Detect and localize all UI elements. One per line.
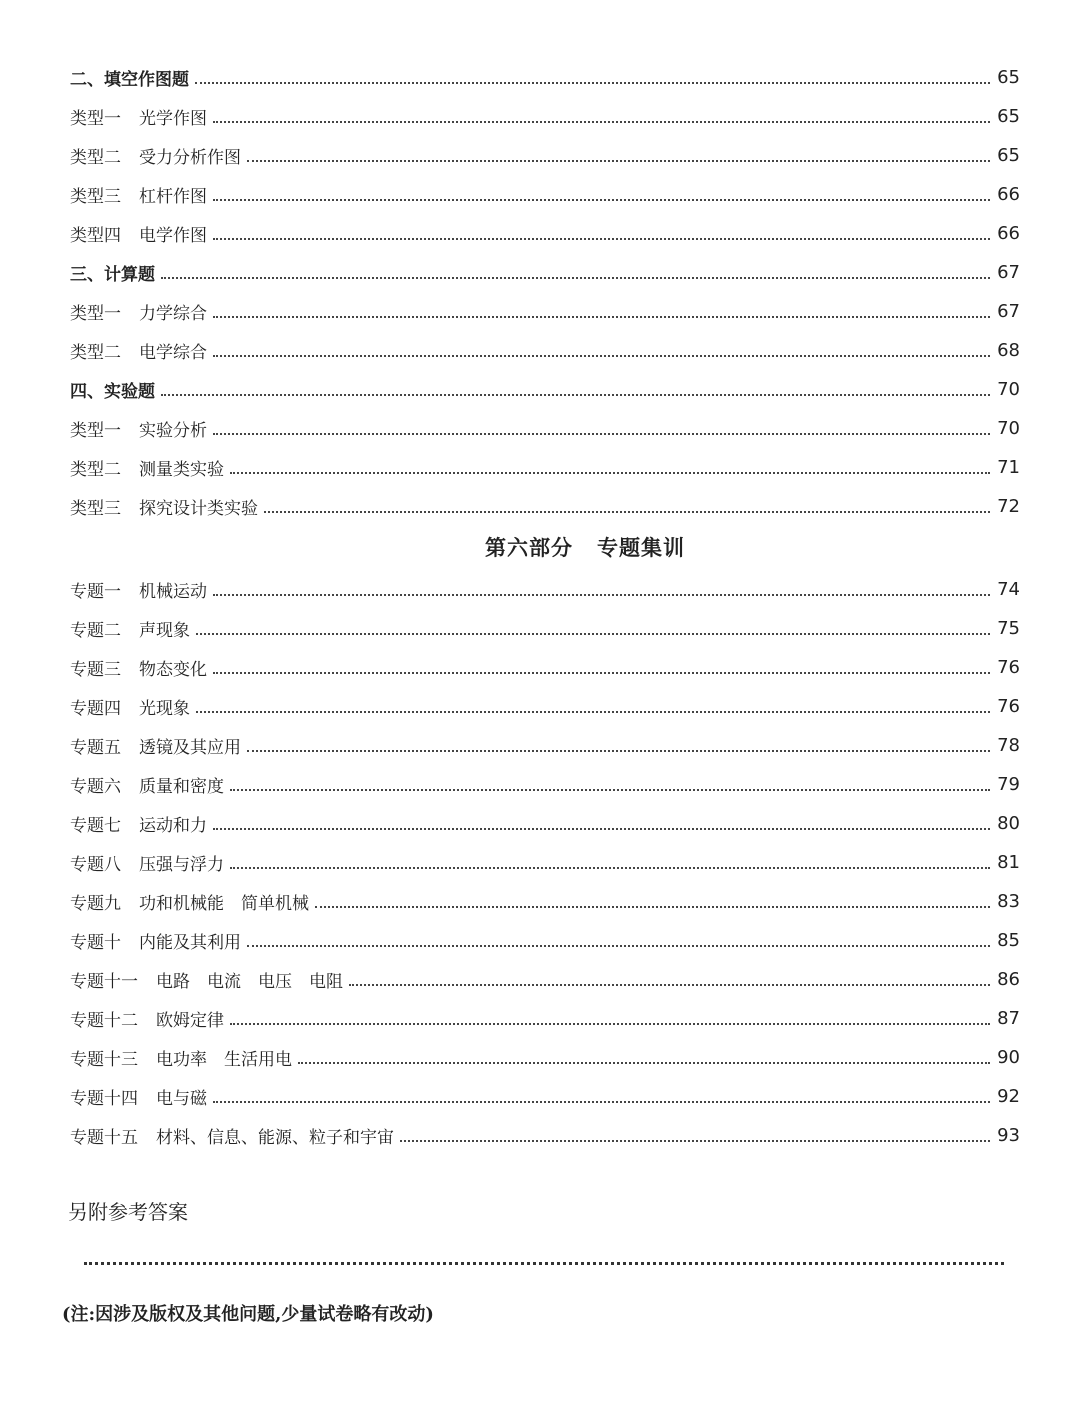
toc-entry-label (70, 811, 207, 836)
toc-entry-row (70, 570, 1020, 609)
toc-entry-row (70, 487, 1020, 526)
toc-entry-row (70, 648, 1020, 687)
toc-entry-number: 专题十二 (70, 1011, 138, 1031)
footnote: (注:因涉及版权及其他问题,少量试卷略有改动) (62, 1304, 434, 1325)
toc-section-row (70, 253, 1020, 292)
appendix-title: 另附参考答案 (68, 1200, 188, 1224)
toc-page-number: 67 (997, 262, 1020, 283)
toc-entry-number: 类型一 (70, 421, 121, 441)
dot-leader (247, 944, 990, 947)
toc-entry-number: 类型一 (70, 109, 121, 129)
toc-page-number: 93 (997, 1125, 1020, 1146)
toc-page-number: 87 (997, 1008, 1020, 1029)
toc-entry-label (70, 1123, 394, 1148)
table-of-contents (70, 58, 1020, 1155)
toc-page-number: 78 (997, 735, 1020, 756)
toc-entry-number: 三、计算题 (70, 265, 155, 285)
toc-section-row (70, 58, 1020, 97)
toc-entry-number: 专题八 (70, 855, 121, 875)
toc-entry-title: 测量类实验 (139, 460, 224, 480)
toc-group-topics (70, 570, 1020, 1155)
toc-entry-title: 功和机械能 简单机械 (139, 894, 309, 914)
toc-entry-label (70, 1045, 292, 1070)
toc-entry-row (70, 292, 1020, 331)
toc-entry-row (70, 1038, 1020, 1077)
toc-entry-row (70, 175, 1020, 214)
part-heading (70, 526, 1020, 570)
toc-entry-number: 类型二 (70, 343, 121, 363)
toc-entry-title: 光现象 (139, 699, 190, 719)
dot-leader (315, 905, 990, 908)
toc-entry-title: 运动和力 (139, 816, 207, 836)
dot-leader (213, 827, 990, 830)
toc-entry-label (70, 377, 155, 402)
toc-entry-title: 透镜及其应用 (139, 738, 241, 758)
toc-entry-label (70, 577, 207, 602)
toc-entry-number: 专题一 (70, 582, 121, 602)
toc-entry-number: 类型二 (70, 148, 121, 168)
toc-entry-title: 电学综合 (139, 343, 207, 363)
toc-entry-title: 机械运动 (139, 582, 207, 602)
toc-page-number: 66 (997, 223, 1020, 244)
toc-entry-label (70, 104, 207, 129)
toc-entry-row (70, 843, 1020, 882)
toc-entry-label (70, 338, 207, 363)
toc-entry-label (70, 694, 190, 719)
dot-leader (213, 120, 990, 123)
dot-leader (213, 671, 990, 674)
toc-page-number: 79 (997, 774, 1020, 795)
toc-entry-title: 探究设计类实验 (139, 499, 258, 519)
toc-entry-label (70, 1006, 224, 1031)
dot-leader (196, 632, 990, 635)
dot-leader (247, 749, 990, 752)
toc-entry-number: 专题十五 (70, 1128, 138, 1148)
toc-entry-label (70, 733, 241, 758)
toc-entry-number: 类型三 (70, 499, 121, 519)
dot-leader (400, 1139, 990, 1142)
toc-entry-label (70, 299, 207, 324)
toc-entry-title: 压强与浮力 (139, 855, 224, 875)
toc-entry-title: 受力分析作图 (139, 148, 241, 168)
toc-entry-number: 二、填空作图题 (70, 70, 189, 90)
dot-leader (213, 1100, 990, 1103)
dot-leader (196, 710, 990, 713)
toc-entry-number: 专题七 (70, 816, 121, 836)
toc-entry-title: 欧姆定律 (156, 1011, 224, 1031)
toc-entry-label (70, 772, 224, 797)
toc-page-number: 81 (997, 852, 1020, 873)
toc-entry-row (70, 882, 1020, 921)
dot-leader (230, 788, 990, 791)
toc-page-number: 76 (997, 657, 1020, 678)
toc-entry-title: 声现象 (139, 621, 190, 641)
toc-section-row (70, 370, 1020, 409)
toc-entry-row (70, 687, 1020, 726)
toc-entry-title: 质量和密度 (139, 777, 224, 797)
toc-entry-number: 专题十四 (70, 1089, 138, 1109)
toc-entry-row (70, 409, 1020, 448)
toc-page-number: 75 (997, 618, 1020, 639)
toc-page-number: 67 (997, 301, 1020, 322)
toc-entry-title: 电学作图 (139, 226, 207, 246)
toc-entry-row (70, 804, 1020, 843)
dot-leader (230, 866, 990, 869)
toc-page-number: 65 (997, 106, 1020, 127)
toc-entry-row (70, 609, 1020, 648)
toc-entry-number: 类型四 (70, 226, 121, 246)
toc-entry-label (70, 260, 155, 285)
toc-entry-label (70, 1084, 207, 1109)
toc-page-number: 70 (997, 418, 1020, 439)
dot-leader (247, 159, 990, 162)
toc-entry-title: 物态变化 (139, 660, 207, 680)
toc-entry-title: 材料、信息、能源、粒子和宇宙 (156, 1128, 394, 1148)
dot-leader (264, 510, 990, 513)
appendix-leader (84, 1262, 1004, 1265)
toc-entry-number: 专题六 (70, 777, 121, 797)
toc-entry-label (70, 889, 309, 914)
toc-entry-row (70, 136, 1020, 175)
toc-entry-number: 专题十一 (70, 972, 138, 992)
dot-leader (230, 471, 990, 474)
toc-entry-row (70, 921, 1020, 960)
toc-entry-label (70, 221, 207, 246)
dot-leader (230, 1022, 990, 1025)
toc-group-question-types (70, 58, 1020, 526)
dot-leader (298, 1061, 990, 1064)
toc-entry-title: 电功率 生活用电 (156, 1050, 292, 1070)
toc-entry-label (70, 616, 190, 641)
toc-entry-title: 电与磁 (156, 1089, 207, 1109)
toc-entry-title: 力学综合 (139, 304, 207, 324)
toc-entry-row (70, 1077, 1020, 1116)
toc-page-number: 71 (997, 457, 1020, 478)
dot-leader (213, 593, 990, 596)
dot-leader (195, 81, 990, 84)
toc-entry-title: 实验分析 (139, 421, 207, 441)
toc-page-number: 74 (997, 579, 1020, 600)
dot-leader (349, 983, 990, 986)
toc-entry-row (70, 726, 1020, 765)
dot-leader (213, 315, 990, 318)
toc-entry-row (70, 765, 1020, 804)
dot-leader (213, 354, 990, 357)
toc-page-number: 86 (997, 969, 1020, 990)
toc-page-number: 85 (997, 930, 1020, 951)
toc-entry-row (70, 214, 1020, 253)
toc-page-number: 65 (997, 145, 1020, 166)
toc-entry-number: 专题二 (70, 621, 121, 641)
dot-leader (213, 237, 990, 240)
toc-entry-number: 类型一 (70, 304, 121, 324)
toc-entry-number: 专题九 (70, 894, 121, 914)
toc-entry-label (70, 416, 207, 441)
toc-page-number: 90 (997, 1047, 1020, 1068)
toc-entry-label (70, 655, 207, 680)
toc-entry-number: 专题三 (70, 660, 121, 680)
part-name: 专题集训 (597, 536, 685, 560)
toc-entry-row (70, 999, 1020, 1038)
toc-entry-title: 电路 电流 电压 电阻 (156, 972, 343, 992)
toc-entry-label (70, 182, 207, 207)
toc-entry-label (70, 850, 224, 875)
toc-page-number: 65 (997, 67, 1020, 88)
dot-leader (213, 432, 990, 435)
dot-leader (213, 198, 990, 201)
toc-page-number: 68 (997, 340, 1020, 361)
toc-entry-label (70, 928, 241, 953)
toc-entry-title: 光学作图 (139, 109, 207, 129)
toc-entry-title: 内能及其利用 (139, 933, 241, 953)
toc-entry-number: 类型三 (70, 187, 121, 207)
toc-entry-label (70, 143, 241, 168)
toc-entry-label (70, 494, 258, 519)
dot-leader (161, 393, 990, 396)
toc-entry-label (70, 65, 189, 90)
toc-entry-row (70, 960, 1020, 999)
toc-page-number: 72 (997, 496, 1020, 517)
toc-entry-row (70, 448, 1020, 487)
toc-entry-number: 专题五 (70, 738, 121, 758)
toc-page-number: 83 (997, 891, 1020, 912)
toc-page-number: 80 (997, 813, 1020, 834)
toc-entry-number: 四、实验题 (70, 382, 155, 402)
toc-page-number: 70 (997, 379, 1020, 400)
toc-entry-label (70, 967, 343, 992)
toc-entry-row (70, 97, 1020, 136)
toc-entry-row (70, 1116, 1020, 1155)
part-number: 第六部分 (485, 536, 573, 560)
toc-entry-row (70, 331, 1020, 370)
dot-leader (161, 276, 990, 279)
toc-entry-label (70, 455, 224, 480)
toc-entry-number: 专题十三 (70, 1050, 138, 1070)
toc-entry-number: 类型二 (70, 460, 121, 480)
toc-entry-title: 杠杆作图 (139, 187, 207, 207)
toc-entry-number: 专题十 (70, 933, 121, 953)
toc-page-number: 92 (997, 1086, 1020, 1107)
toc-entry-number: 专题四 (70, 699, 121, 719)
toc-page-number: 66 (997, 184, 1020, 205)
toc-page-number: 76 (997, 696, 1020, 717)
